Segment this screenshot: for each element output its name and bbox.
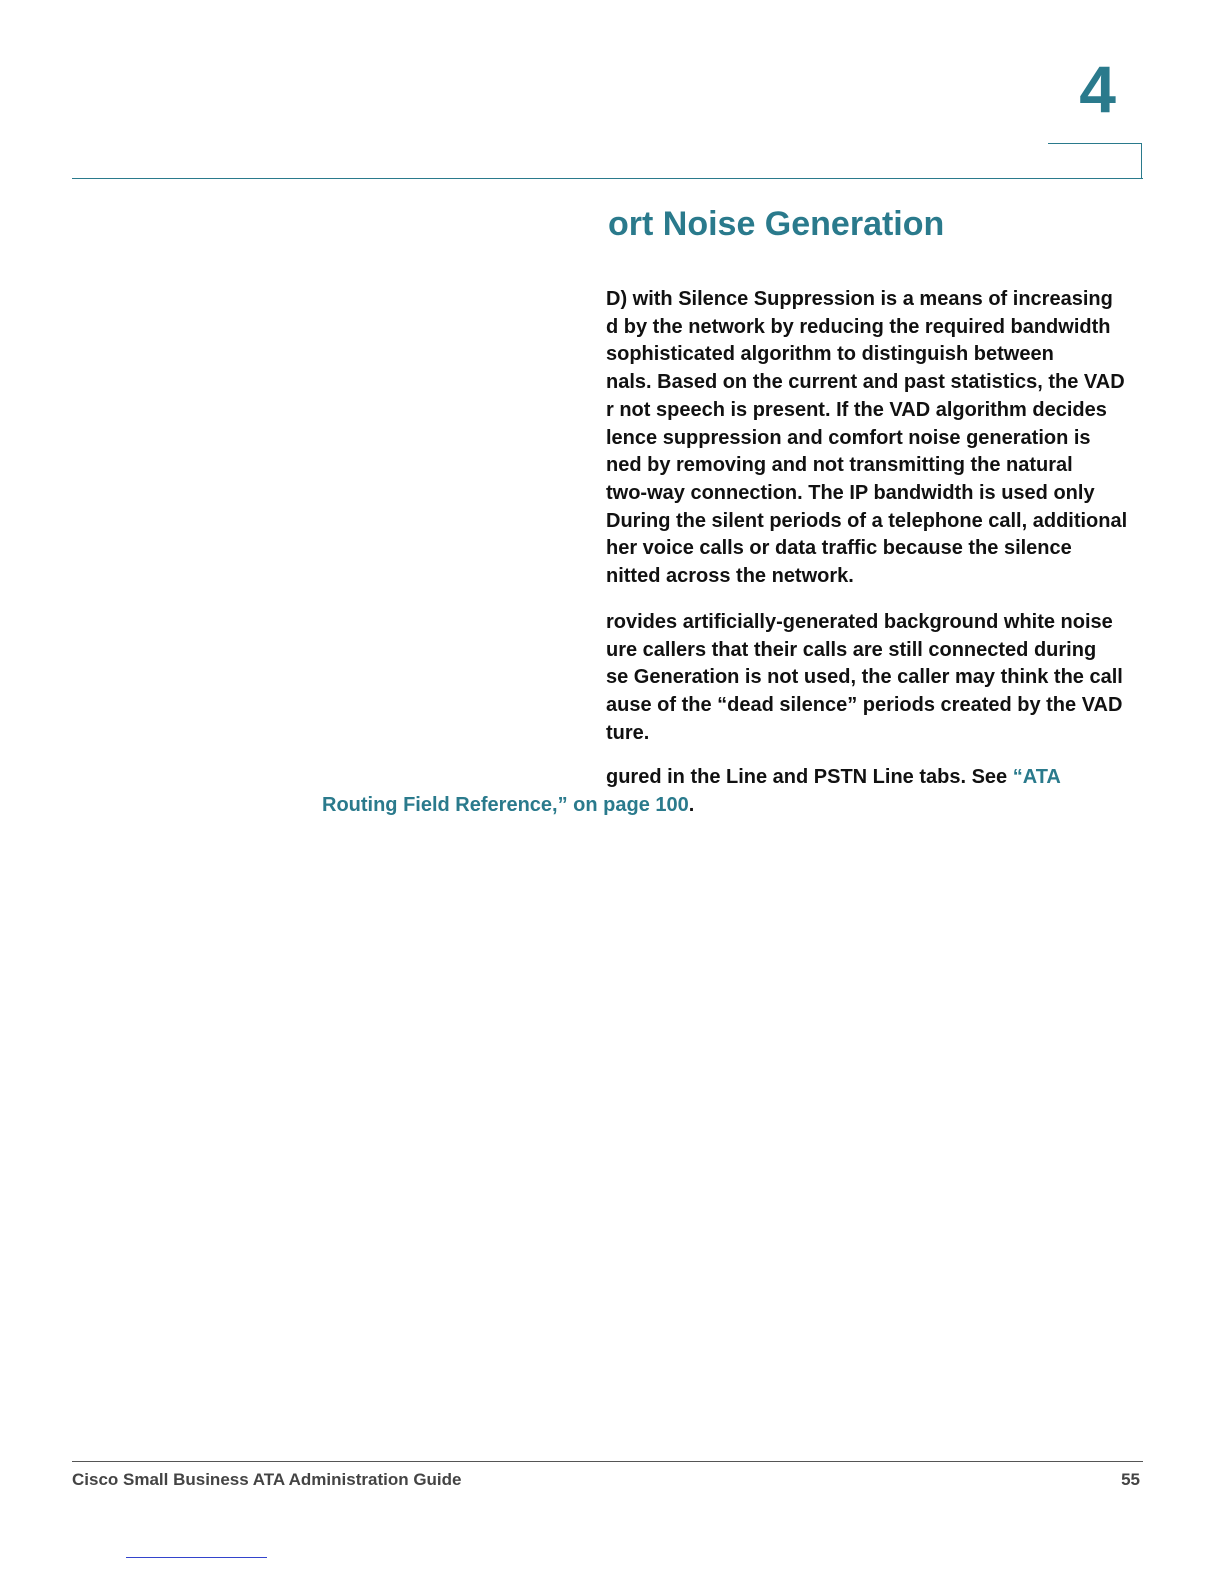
cross-reference-link[interactable]: Routing Field Reference,” on page 100 <box>322 793 689 816</box>
header-divider <box>72 178 1143 179</box>
paragraph-line: se Generation is not used, the caller may think the call <box>606 666 1123 689</box>
paragraph-line <box>322 764 1061 792</box>
config-text: gured in the Line and PSTN Line tabs. See <box>606 766 1013 788</box>
footer-title: Cisco Small Business ATA Administration Guide <box>72 1470 462 1489</box>
chapter-tab-frame <box>1048 143 1142 178</box>
paragraph-line <box>322 792 1061 820</box>
paragraph-line: ture. <box>606 721 650 744</box>
period-text: . <box>688 793 695 816</box>
chapter-number: 4 <box>1079 52 1116 126</box>
section-heading: ort Noise Generation <box>608 205 945 243</box>
paragraph-line: r not speech is present. If the VAD algorithm decides <box>606 398 1107 421</box>
paragraph-line: nitted across the network. <box>606 565 854 588</box>
cross-reference-link[interactable]: “ATA <box>1012 766 1061 788</box>
paragraph-line: d by the network by reducing the required bandwidth <box>606 315 1111 338</box>
configuration-paragraph <box>322 764 1061 819</box>
footer-divider <box>72 1461 1143 1462</box>
paragraph-line: During the silent periods of a telephone call, additional <box>606 509 1128 532</box>
paragraph-line: ned by removing and not transmitting the natural <box>606 454 1073 477</box>
paragraph-line: sophisticated algorithm to distinguish between <box>606 343 1054 366</box>
paragraph-line: ause of the “dead silence” periods created by the VAD <box>606 694 1123 717</box>
bottom-underline <box>126 1557 267 1558</box>
paragraph-line: two-way connection. The IP bandwidth is used only <box>606 481 1095 504</box>
paragraph-line: D) with Silence Suppression is a means of increasing <box>606 288 1113 310</box>
paragraph-line: ure callers that their calls are still connected during <box>606 638 1097 661</box>
vad-paragraph <box>606 286 1127 591</box>
paragraph-line: rovides artificially-generated background white noise <box>606 611 1113 633</box>
page-number: 55 <box>1121 1470 1140 1489</box>
paragraph-line: her voice calls or data traffic because the silence <box>606 537 1072 560</box>
paragraph-line: nals. Based on the current and past statistics, the VAD <box>606 371 1125 394</box>
comfort-noise-paragraph <box>606 609 1123 748</box>
paragraph-line: lence suppression and comfort noise generation is <box>606 426 1091 449</box>
